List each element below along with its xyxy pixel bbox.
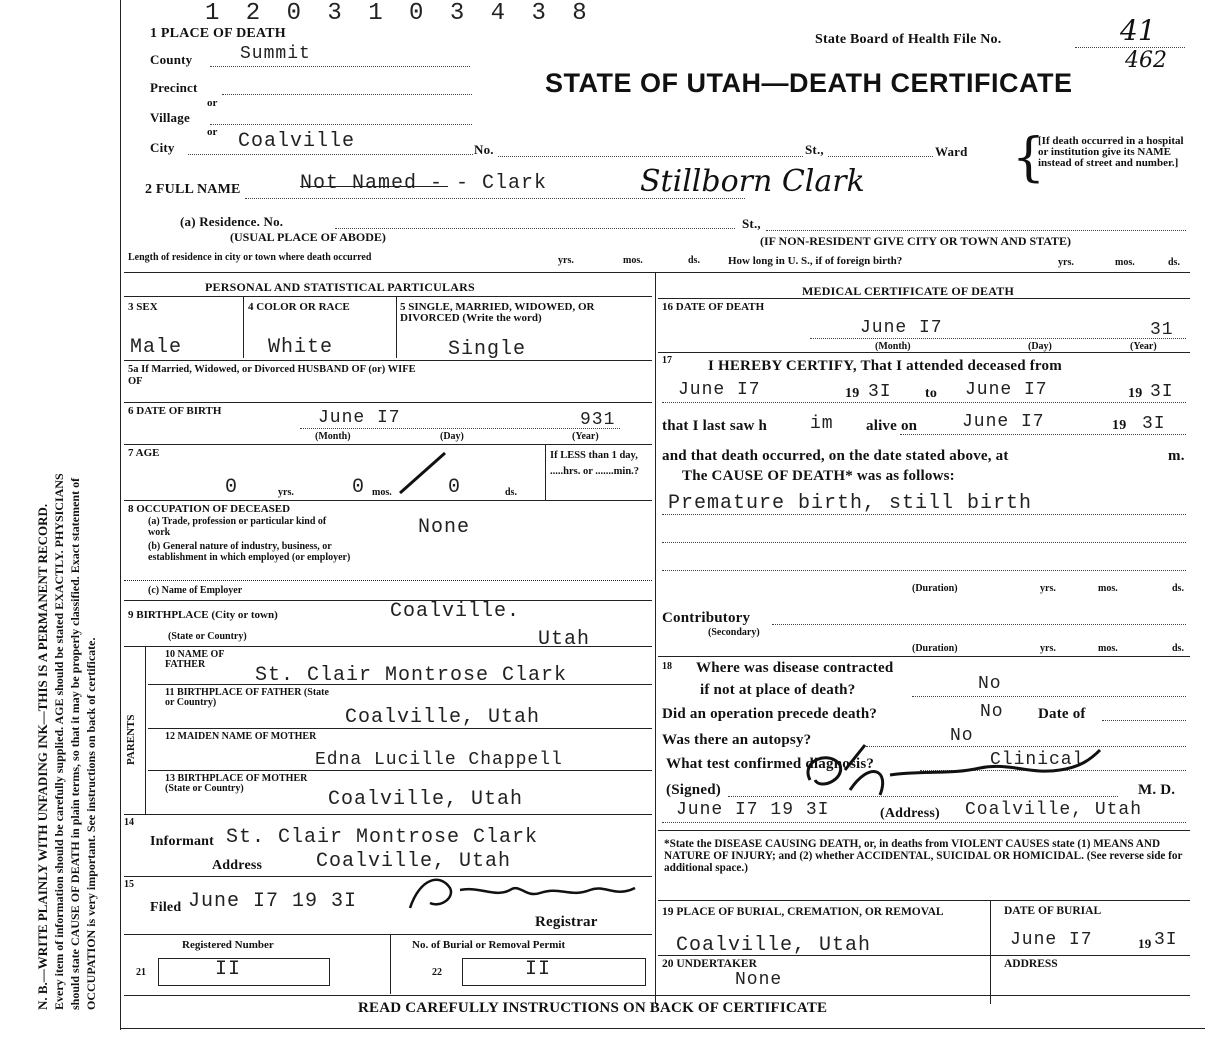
autopsy-answer: No <box>950 726 974 746</box>
if-not-place-label: if not at place of death? <box>700 682 856 698</box>
marital-label: 5 SINGLE, MARRIED, WIDOWED, OR DIVORCED (Write the word) <box>400 301 595 324</box>
color-value: White <box>268 336 334 359</box>
color-label: 4 COLOR OR RACE <box>248 301 350 313</box>
birthplace-city: Coalville. <box>390 600 521 623</box>
brace-icon: { <box>1012 128 1046 188</box>
burial-place-value: Coalville, Utah <box>676 934 872 957</box>
dob-year-label: (Year) <box>572 431 599 442</box>
last-saw-him: im <box>810 414 834 434</box>
informant-address-label: Address <box>212 858 263 873</box>
informant-address: Coalville, Utah <box>316 850 512 873</box>
occupation-value: None <box>418 516 471 539</box>
attended-from: June I7 <box>678 380 761 400</box>
occupation-b: (b) General nature of industry, business, or establishment in which employed (or employer) <box>148 541 351 563</box>
to-label: to <box>925 386 938 401</box>
signed-date: June I7 19 3I <box>676 800 830 820</box>
dur-mos-2: mos. <box>1098 643 1118 654</box>
medical-heading: MEDICAL CERTIFICATE OF DEATH <box>802 284 1014 298</box>
date-of-death-year: 31 <box>1150 320 1174 340</box>
mother-value: Edna Lucille Chappell <box>315 750 563 770</box>
less-than-day: If LESS than 1 day, .....hrs. or .......min.? <box>550 450 640 477</box>
res-mos-2: mos. <box>1115 257 1135 268</box>
attended-to-year: 3I <box>1150 382 1174 402</box>
stamp-number: 1 2 0 3 1 0 3 4 3 8 <box>205 0 593 27</box>
left-border <box>120 0 121 1030</box>
last-saw-date: June I7 <box>962 412 1045 432</box>
death-occurred-label: and that death occurred, on the date stated above, at <box>662 448 1009 464</box>
no-label: No. <box>474 142 494 157</box>
age-yrs-label: yrs. <box>278 487 294 498</box>
mother-birthplace: Coalville, Utah <box>328 788 524 811</box>
margin-note-line2: Every item of information should be carefully supplied. AGE should be stated EXACTLY. PHYSICIANS <box>52 473 66 1010</box>
dob-label: 6 DATE OF BIRTH <box>128 405 222 417</box>
occupation-a: (a) Trade, profession or particular kind of work <box>148 516 327 538</box>
registered-number-box <box>158 958 330 986</box>
employer-label: (c) Name of Employer <box>148 585 243 596</box>
attended-to: June I7 <box>965 380 1048 400</box>
burial-year-value: 3I <box>1154 930 1178 950</box>
file-number-2: 462 <box>1125 48 1167 73</box>
bottom-border <box>120 1028 1205 1029</box>
st-label: St., <box>805 142 824 157</box>
operation-answer: No <box>980 702 1004 722</box>
operation-label: Did an operation precede death? <box>662 706 878 722</box>
dob-value: June I7 <box>318 408 401 428</box>
num-22: 22 <box>432 967 442 978</box>
strikethrough <box>300 186 448 187</box>
file-number: 41 <box>1120 14 1156 47</box>
dur-ds-2: ds. <box>1172 643 1184 654</box>
secondary-label: (Secondary) <box>708 627 760 638</box>
parents-label: PARENTS <box>125 714 137 765</box>
where-contracted-answer: No <box>978 674 1002 694</box>
or-text-2: or <box>207 126 218 138</box>
or-text-1: or <box>207 97 218 109</box>
non-resident-note: (IF NON-RESIDENT GIVE CITY OR TOWN AND STATE) <box>760 234 1072 248</box>
date-of-death-label: 16 DATE OF DEATH <box>662 301 765 313</box>
res-ds: ds. <box>688 255 700 266</box>
address-label: (Address) <box>880 806 940 821</box>
precinct-label: Precinct <box>150 80 198 95</box>
age-mos: 0 <box>352 476 366 499</box>
village-label: Village <box>150 110 190 125</box>
res-yrs: yrs. <box>558 255 574 266</box>
full-name-handwritten: Stillborn Clark <box>640 164 865 199</box>
attended-from-year: 3I <box>868 382 892 402</box>
registered-number-label: Registered Number <box>182 939 274 951</box>
certify-text: I HEREBY CERTIFY, That I attended deceased from <box>708 358 1062 374</box>
margin-note-line1: N. B.—WRITE PLAINLY WITH UNFADING INK—THIS IS A PERMANENT RECORD. <box>35 503 50 1010</box>
father-value: St. Clair Montrose Clark <box>255 664 568 687</box>
city-value: Coalville <box>238 130 356 153</box>
num-14: 14 <box>124 817 134 828</box>
place-heading: 1 PLACE OF DEATH <box>150 26 286 41</box>
residence-label: (a) Residence. No. <box>180 214 284 229</box>
dob-month-label: (Month) <box>315 431 351 442</box>
md-label: M. D. <box>1138 782 1176 798</box>
birthplace-state-label: (State or Country) <box>168 631 247 642</box>
res-ds-2: ds. <box>1168 257 1180 268</box>
birthplace-state: Utah <box>538 628 591 651</box>
dod-day-label: (Day) <box>1028 341 1052 352</box>
personal-heading: PERSONAL AND STATISTICAL PARTICULARS <box>205 280 475 294</box>
registrar-label: Registrar <box>535 914 598 930</box>
num-21: 21 <box>136 967 146 978</box>
age-mos-label: mos. <box>372 487 392 498</box>
footer-instructions: READ CAREFULLY INSTRUCTIONS ON BACK OF CERTIFICATE <box>358 1000 828 1016</box>
num-15: 15 <box>124 879 134 890</box>
informant-label: Informant <box>150 834 215 849</box>
margin-note-line3: should state CAUSE OF DEATH in plain terms, so that it may be properly classified. Exact statement of <box>68 477 82 1010</box>
dur-yrs-2: yrs. <box>1040 643 1056 654</box>
file-label: State Board of Health File No. <box>815 32 1002 47</box>
physician-address: Coalville, Utah <box>965 800 1143 820</box>
center-divider <box>655 272 656 1004</box>
sex-label: 3 SEX <box>128 301 158 313</box>
personal-heading-line <box>124 296 652 297</box>
margin-note-line4: OCCUPATION is very important. See instructions on back of certificate. <box>84 637 98 1010</box>
dob-day-label: (Day) <box>440 431 464 442</box>
marital-value: Single <box>448 338 527 361</box>
cause-value: Premature birth, still birth <box>668 492 1033 515</box>
residence-st-label: St., <box>742 216 761 231</box>
burial-permit-number: II <box>525 958 552 981</box>
burial-place-label: 19 PLACE OF BURIAL, CREMATION, OR REMOVAL <box>662 906 944 918</box>
dur-ds-1: ds. <box>1172 583 1184 594</box>
age-ds: 0 <box>448 476 462 499</box>
burial-date-label: DATE OF BURIAL <box>1004 905 1102 917</box>
age-label: 7 AGE <box>128 447 160 459</box>
age-yrs: 0 <box>225 476 239 499</box>
undertaker-label: 20 UNDERTAKER <box>662 958 757 970</box>
burial-date-value: June I7 <box>1010 930 1093 950</box>
duration-label-2: (Duration) <box>912 643 958 654</box>
father-birthplace-label: 11 BIRTHPLACE OF FATHER (State or Country) <box>165 687 329 708</box>
where-contracted-label: Where was disease contracted <box>696 660 894 676</box>
alive-on-label: alive on <box>866 418 918 434</box>
dur-yrs-1: yrs. <box>1040 583 1056 594</box>
contributory-label: Contributory <box>662 610 751 626</box>
dod-month-label: (Month) <box>875 341 911 352</box>
address-column-label: ADDRESS <box>1004 958 1058 970</box>
burial-permit-box <box>462 958 646 986</box>
res-yrs-2: yrs. <box>1058 257 1074 268</box>
registrar-signature <box>400 868 650 918</box>
age-ds-label: ds. <box>505 487 517 498</box>
mother-label: 12 MAIDEN NAME OF MOTHER <box>165 731 317 742</box>
dur-mos-1: mos. <box>1098 583 1118 594</box>
county-label: County <box>150 52 193 67</box>
hospital-note: [If death occurred in a hospital or institution give its NAME instead of street and number.] <box>1038 135 1184 169</box>
duration-label-1: (Duration) <box>912 583 958 594</box>
ward-label: Ward <box>935 144 968 159</box>
registered-number: II <box>215 958 242 981</box>
grid-top <box>124 272 1190 273</box>
county-value: Summit <box>240 44 311 64</box>
test-answer: Clinical <box>990 750 1085 770</box>
last-saw-year: 3I <box>1142 414 1166 434</box>
full-name-typed: Not Named - - Clark <box>300 172 548 195</box>
foreign-birth: How long in U. S., if of foreign birth? <box>728 255 903 267</box>
full-name-label: 2 FULL NAME <box>145 182 241 197</box>
filed-value: June I7 19 3I <box>188 890 358 913</box>
dob-year: 931 <box>580 410 616 430</box>
length-residence: Length of residence in city or town where death occurred <box>128 252 372 263</box>
num-17: 17 <box>662 355 672 366</box>
test-label: What test confirmed diagnosis? <box>666 756 875 772</box>
cause-note: *State the DISEASE CAUSING DEATH, or, in deaths from VIOLENT CAUSES state (1) MEANS AND NATURE OF INJURY; and (2) whether ACCIDENTAL, SUICIDAL OR HOMICIDAL. (See reverse side for additional space.) <box>664 838 1183 874</box>
m-label: m. <box>1168 448 1185 464</box>
burial-permit-label: No. of Burial or Removal Permit <box>412 939 566 951</box>
filed-label: Filed <box>150 900 182 915</box>
date-of-label: Date of <box>1038 706 1086 722</box>
usual-abode: (USUAL PLACE OF ABODE) <box>230 230 386 244</box>
certificate-title: STATE OF UTAH—DEATH CERTIFICATE <box>545 68 1073 98</box>
mother-birthplace-label: 13 BIRTHPLACE OF MOTHER (State or Country) <box>165 773 308 794</box>
spouse-label: 5a If Married, Widowed, or Divorced HUSBAND OF (or) WIFE OF <box>128 364 416 387</box>
autopsy-label: Was there an autopsy? <box>662 732 812 748</box>
sex-value: Male <box>130 336 183 359</box>
cause-intro: The CAUSE OF DEATH* was as follows: <box>682 468 955 484</box>
last-saw-label: that I last saw h <box>662 418 768 434</box>
signed-label: (Signed) <box>666 782 721 798</box>
informant-value: St. Clair Montrose Clark <box>226 826 539 849</box>
occupation-label: 8 OCCUPATION OF DECEASED <box>128 503 291 515</box>
father-label: 10 NAME OF FATHER <box>165 649 225 670</box>
age-handwritten-slash <box>395 448 455 498</box>
num-18: 18 <box>662 661 672 672</box>
date-of-death: June I7 <box>860 318 943 338</box>
dod-year-label: (Year) <box>1130 341 1157 352</box>
city-label: City <box>150 140 175 155</box>
birthplace-label: 9 BIRTHPLACE (City or town) <box>128 609 278 621</box>
father-birthplace: Coalville, Utah <box>345 706 541 729</box>
res-mos: mos. <box>623 255 643 266</box>
undertaker-value: None <box>735 970 783 990</box>
